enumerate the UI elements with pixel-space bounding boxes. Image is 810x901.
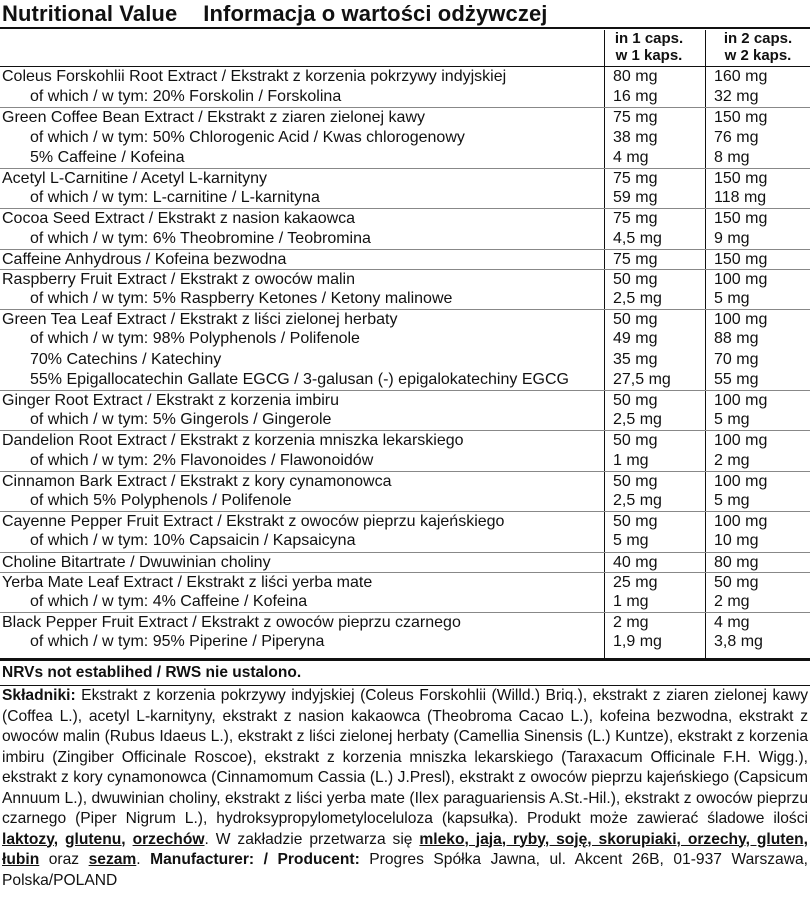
ingredient-name: Choline Bitartrate / Dwuwinian choliny bbox=[2, 553, 271, 571]
value-1-capsule: 80 mg bbox=[613, 68, 658, 85]
table-row bbox=[0, 491, 810, 511]
column-header-1-capsule bbox=[594, 30, 704, 64]
value-2-capsules: 5 mg bbox=[714, 290, 750, 308]
ingredient-name: Caffeine Anhydrous / Kofeina bezwodna bbox=[2, 250, 287, 268]
allergen-sesame: sezam bbox=[88, 851, 137, 868]
allergen-lactose: laktozy, bbox=[2, 830, 59, 848]
value-1-capsule: 49 mg bbox=[613, 330, 658, 348]
value-2-capsules: 10 mg bbox=[714, 532, 759, 550]
ingredient-name: of which / w tym: 6% Theobromine / Teobromina bbox=[30, 229, 371, 247]
table-row bbox=[0, 188, 810, 208]
value-1-capsule: 35 mg bbox=[613, 350, 658, 368]
ingredient-name: Raspberry Fruit Extract / Ekstrakt z owoców malin bbox=[2, 270, 355, 288]
value-2-capsules: 150 mg bbox=[714, 250, 768, 268]
ingredient-name: Dandelion Root Extract / Ekstrakt z korzenia mniszka lekarskiego bbox=[2, 432, 464, 450]
ingredients-text-2: . W zakładzie przetwarza się bbox=[204, 830, 420, 848]
table-bottom-rule bbox=[0, 658, 810, 661]
table-row bbox=[0, 451, 810, 471]
value-1-capsule: 2,5 mg bbox=[613, 411, 662, 429]
title-row bbox=[0, 0, 810, 29]
value-2-capsules: 70 mg bbox=[714, 350, 759, 368]
value-2-capsules: 150 mg bbox=[714, 109, 768, 127]
ingredient-name: 55% Epigallocatechin Gallate EGCG / 3-galusan (-) epigalokatechiny EGCG bbox=[30, 370, 569, 388]
value-1-capsule: 50 mg bbox=[613, 472, 658, 490]
value-2-capsules: 150 mg bbox=[714, 169, 768, 187]
allergen-gluten: glutenu, bbox=[64, 830, 126, 848]
ingredient-name: of which / w tym: 50% Chlorogenic Acid / Kwas chlorogenowy bbox=[30, 128, 465, 146]
ingredient-name: Cayenne Pepper Fruit Extract / Ekstrakt z owoców pieprzu kajeńskiego bbox=[2, 513, 505, 531]
value-2-capsules: 8 mg bbox=[714, 148, 750, 166]
value-2-capsules: 100 mg bbox=[714, 472, 768, 490]
value-1-capsule: 75 mg bbox=[613, 169, 658, 187]
value-2-capsules: 5 mg bbox=[714, 411, 750, 429]
ingredient-name: Green Tea Leaf Extract / Ekstrakt z liści zielonej herbaty bbox=[2, 311, 398, 329]
ingredient-name: of which / w tym: 10% Capsaicin / Kapsaicyna bbox=[30, 532, 356, 550]
ingredient-name: of which / w tym: 98% Polyphenols / Polifenole bbox=[30, 330, 360, 348]
column-header-2-line1: in 2 caps. bbox=[723, 30, 793, 47]
value-1-capsule: 75 mg bbox=[613, 109, 658, 127]
value-1-capsule: 50 mg bbox=[613, 513, 658, 531]
table-row bbox=[0, 229, 810, 249]
nrv-note: NRVs not establihed / RWS nie ustalono. bbox=[2, 664, 302, 681]
value-1-capsule: 5 mg bbox=[613, 532, 649, 550]
table-row bbox=[0, 289, 810, 309]
value-2-capsules: 50 mg bbox=[714, 573, 759, 591]
value-1-capsule: 50 mg bbox=[613, 432, 658, 450]
ingredient-name: of which / w tym: 4% Caffeine / Kofeina bbox=[30, 592, 308, 610]
ingredient-name: of which / w tym: 95% Piperine / Piperyna bbox=[30, 633, 325, 651]
value-2-capsules: 80 mg bbox=[714, 553, 759, 571]
value-1-capsule: 4 mg bbox=[613, 148, 649, 166]
ingredients-label: Składniki: bbox=[2, 687, 76, 704]
table-row bbox=[0, 612, 810, 632]
table-row bbox=[0, 168, 810, 188]
table-row bbox=[0, 632, 810, 652]
table-row bbox=[0, 350, 810, 370]
allergen-facility-list: mleko, jaja, ryby, soję, skorupiaki, orzechy, gluten, łubin bbox=[2, 830, 808, 868]
table-row bbox=[0, 552, 810, 572]
ingredient-name: Cinnamon Bark Extract / Ekstrakt z kory cynamonowca bbox=[2, 472, 392, 490]
table-row bbox=[0, 511, 810, 531]
ingredient-name: of which / w tym: 5% Raspberry Ketones / Ketony malinowe bbox=[30, 290, 453, 308]
ingredient-name: of which / w tym: L-carnitine / L-karnityna bbox=[30, 189, 320, 207]
column-header-1-line2: w 1 kaps. bbox=[615, 47, 683, 64]
table-row bbox=[0, 67, 810, 87]
value-2-capsules: 100 mg bbox=[714, 432, 768, 450]
manufacturer-label: Manufacturer: / Producent: bbox=[150, 851, 360, 868]
ingredient-name: of which / w tym: 20% Forskolin / Forskolina bbox=[30, 88, 342, 106]
table-row bbox=[0, 370, 810, 390]
ingredient-name: Coleus Forskohlii Root Extract / Ekstrakt z korzenia pokrzywy indyjskiej bbox=[2, 68, 507, 85]
column-header-2-capsules bbox=[706, 30, 810, 64]
ingredients-paragraph bbox=[2, 686, 808, 891]
allergen-separator-2 bbox=[126, 831, 133, 848]
table-row bbox=[0, 390, 810, 410]
value-2-capsules: 100 mg bbox=[714, 270, 768, 288]
table-row bbox=[0, 572, 810, 592]
value-1-capsule: 40 mg bbox=[613, 553, 658, 571]
ingredients-text-4: . bbox=[136, 851, 151, 868]
value-2-capsules: 32 mg bbox=[714, 88, 759, 106]
ingredient-name: Green Coffee Bean Extract / Ekstrakt z ziaren zielonej kawy bbox=[2, 109, 426, 127]
value-2-capsules: 55 mg bbox=[714, 370, 759, 388]
ingredients-text: Ekstrakt z korzenia pokrzywy indyjskiej (Coleus Forskohlii (Willd.) Briq.), ekstrakt z ziaren zielonej kawy (Coffea L.), acetyl L-karnityny, ekstrakt z nasion kakaowca (Theobroma Cacao L.), kofeina bezwodna, ekstrakt z owoców malin (Rubus Idaeus L.), ekstrakt z liści zielonej herbaty (Camellia Sinensis (L.) Kuntze), ekstrakt z korzenia imbiru (Zingiber Officinale Roscoe), ekstrakt z korzenia mniszka lekarskiego (Taraxacum Officinale F.H. Wigg.), ekstrakt z kory cynamonowca (Cinnamomum Cassia (L.) J.Presl), ekstrakt z owoców pieprzu kajeńskiego (Capsicum Annuum L.), dwuwinian choliny, ekstrakt z liści yerba mate (Ilex paraguariensis A.St.-Hil.), ekstrakt z owoców pieprzu czarnego (Piper Nigrum L.), hydroksypropylometyloceluloza (kapsułka). Produkt może zawierać śladowe ilości bbox=[2, 687, 808, 827]
value-1-capsule: 50 mg bbox=[613, 270, 658, 288]
ingredient-name: Black Pepper Fruit Extract / Ekstrakt z owoców pieprzu czarnego bbox=[2, 614, 461, 632]
value-1-capsule: 2,5 mg bbox=[613, 290, 662, 308]
value-1-capsule: 2,5 mg bbox=[613, 491, 662, 509]
manufacturer-text: Progres Spółka Jawna, ul. Akcent 26B, 01-937 Warszawa, Polska/POLAND bbox=[2, 851, 808, 889]
ingredient-name: Cocoa Seed Extract / Ekstrakt z nasion kakaowca bbox=[2, 210, 356, 228]
title-english: Nutritional Value bbox=[2, 0, 178, 26]
value-2-capsules: 3,8 mg bbox=[714, 633, 763, 651]
title-polish: Informacja o wartości odżywczej bbox=[203, 0, 548, 26]
ingredient-name: of which 5% Polyphenols / Polifenole bbox=[30, 491, 292, 509]
value-1-capsule: 27,5 mg bbox=[613, 370, 671, 388]
value-1-capsule: 50 mg bbox=[613, 392, 658, 409]
column-header-2-line2: w 2 kaps. bbox=[724, 47, 792, 64]
table-row bbox=[0, 592, 810, 612]
value-1-capsule: 75 mg bbox=[613, 250, 658, 268]
value-1-capsule: 59 mg bbox=[613, 189, 658, 207]
value-1-capsule: 1 mg bbox=[613, 451, 649, 469]
table-row bbox=[0, 148, 810, 168]
value-1-capsule: 25 mg bbox=[613, 573, 658, 591]
allergen-separator-1 bbox=[58, 831, 65, 848]
value-2-capsules: 2 mg bbox=[714, 592, 750, 610]
value-1-capsule: 2 mg bbox=[613, 614, 649, 632]
table-row bbox=[0, 107, 810, 127]
table-row bbox=[0, 269, 810, 289]
ingredient-name: of which / w tym: 5% Gingerols / Gingerole bbox=[30, 411, 332, 429]
value-1-capsule: 4,5 mg bbox=[613, 229, 662, 247]
value-2-capsules: 4 mg bbox=[714, 614, 750, 632]
value-1-capsule: 1,9 mg bbox=[613, 633, 662, 651]
table-row bbox=[0, 87, 810, 107]
value-1-capsule: 38 mg bbox=[613, 128, 658, 146]
ingredient-name: Acetyl L-Carnitine / Acetyl L-karnityny bbox=[2, 169, 267, 187]
column-header-1-line1: in 1 caps. bbox=[614, 30, 684, 47]
value-1-capsule: 1 mg bbox=[613, 592, 649, 610]
ingredient-name: 70% Catechins / Katechiny bbox=[30, 350, 222, 368]
table-row bbox=[0, 531, 810, 551]
table-row bbox=[0, 309, 810, 329]
ingredient-name: 5% Caffeine / Kofeina bbox=[30, 148, 185, 166]
ingredient-name: of which / w tym: 2% Flavonoides / Flawonoidów bbox=[30, 451, 374, 469]
value-2-capsules: 100 mg bbox=[714, 392, 768, 409]
value-1-capsule: 16 mg bbox=[613, 88, 658, 106]
table-row bbox=[0, 208, 810, 228]
value-2-capsules: 160 mg bbox=[714, 68, 768, 85]
value-2-capsules: 150 mg bbox=[714, 210, 768, 228]
value-2-capsules: 5 mg bbox=[714, 491, 750, 509]
ingredients-text-3: oraz bbox=[39, 851, 89, 868]
table-row bbox=[0, 471, 810, 491]
table-row bbox=[0, 249, 810, 269]
table-row bbox=[0, 329, 810, 349]
value-2-capsules: 118 mg bbox=[714, 189, 767, 207]
table-row bbox=[0, 430, 810, 450]
value-2-capsules: 2 mg bbox=[714, 451, 750, 469]
ingredient-name: Yerba Mate Leaf Extract / Ekstrakt z liści yerba mate bbox=[2, 573, 373, 591]
value-2-capsules: 76 mg bbox=[714, 128, 759, 146]
table-row bbox=[0, 410, 810, 430]
value-1-capsule: 50 mg bbox=[613, 311, 658, 329]
value-2-capsules: 100 mg bbox=[714, 513, 768, 531]
value-2-capsules: 9 mg bbox=[714, 229, 750, 247]
ingredient-name: Ginger Root Extract / Ekstrakt z korzenia imbiru bbox=[2, 392, 339, 409]
nutrition-table bbox=[0, 67, 810, 652]
value-2-capsules: 88 mg bbox=[714, 330, 759, 348]
table-row bbox=[0, 128, 810, 148]
allergen-nuts: orzechów bbox=[132, 830, 205, 848]
value-2-capsules: 100 mg bbox=[714, 311, 768, 329]
value-1-capsule: 75 mg bbox=[613, 210, 658, 228]
